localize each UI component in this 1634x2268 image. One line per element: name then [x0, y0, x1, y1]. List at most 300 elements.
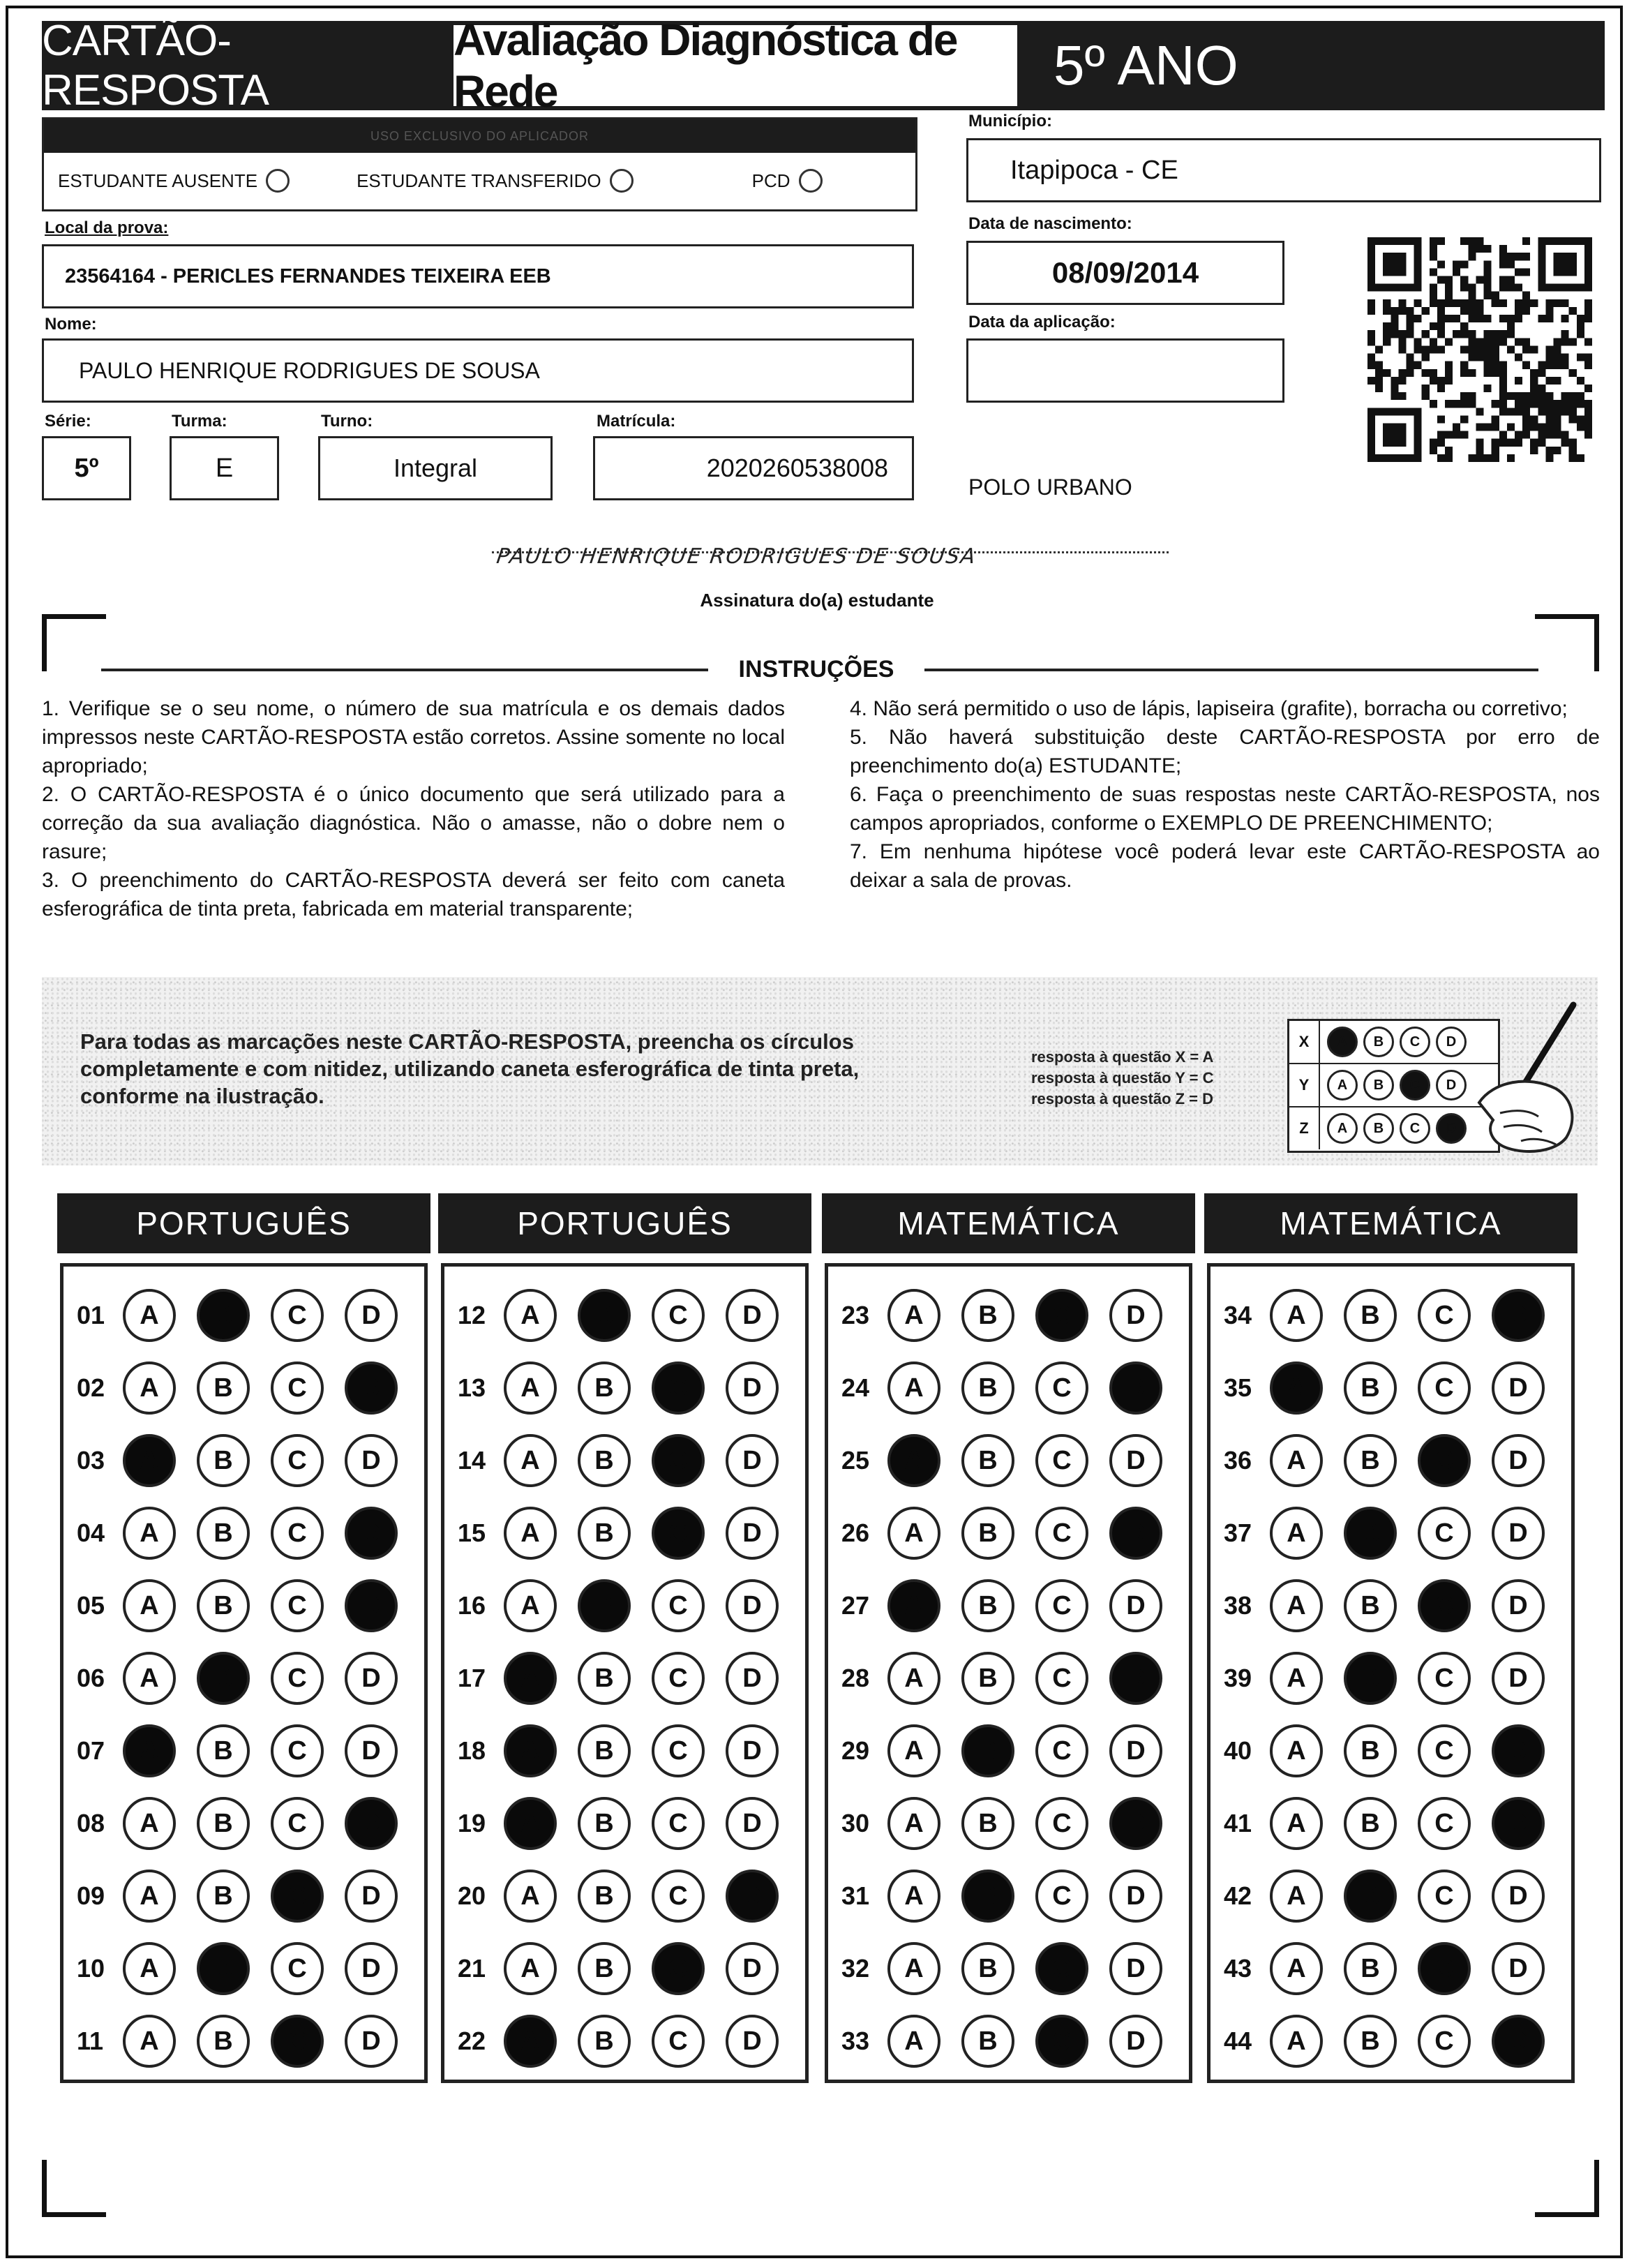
answer-bubble-a[interactable]: A	[504, 1507, 557, 1560]
absent-radio[interactable]	[266, 169, 290, 193]
answer-bubble-b[interactable]: B	[1344, 1652, 1397, 1705]
example-bubble: A	[1327, 1070, 1358, 1101]
answer-bubble-b[interactable]: B	[961, 1579, 1014, 1632]
answer-bubble-a[interactable]: A	[1270, 1361, 1323, 1415]
example-text: Para todas as marcações neste CARTÃO-RESPOSTA, preencha os círculos completamente e com nitidez, utilizando caneta esferográfica de tinta preta, conforme na ilustração.	[80, 1029, 860, 1108]
answer-bubble-b[interactable]: B	[1344, 1289, 1397, 1342]
answer-bubble-b[interactable]: B	[197, 1434, 250, 1487]
example-bubble: C	[1400, 1113, 1430, 1144]
question-number: 19	[458, 1809, 486, 1837]
answer-bubble-c[interactable]: C	[1418, 1652, 1471, 1705]
answer-bubble-d[interactable]: D	[345, 1579, 398, 1632]
question-row	[458, 1357, 779, 1419]
question-number: 28	[841, 1664, 870, 1692]
pcd-label: PCD	[751, 170, 790, 191]
application-date-label: Data da aplicação:	[968, 313, 1116, 331]
question-row	[841, 1284, 1162, 1347]
answer-bubble-d[interactable]: D	[726, 1434, 779, 1487]
answer-bubble-b[interactable]: B	[578, 1507, 631, 1560]
example-row-label: Z	[1289, 1107, 1320, 1149]
answer-bubble-c[interactable]: C	[1035, 1942, 1088, 1995]
question-number: 32	[841, 1954, 870, 1983]
question-number: 12	[458, 1301, 486, 1329]
instructions-rule-left	[101, 669, 708, 671]
question-number: 15	[458, 1519, 486, 1547]
question-row	[1224, 1429, 1545, 1492]
serie-field	[42, 436, 131, 500]
answer-bubble-d[interactable]: D	[345, 1942, 398, 1995]
answer-bubble-a[interactable]: A	[1270, 1870, 1323, 1923]
bracket-br	[1535, 2160, 1599, 2217]
legend-y: resposta à questão Y = C	[1031, 1069, 1214, 1087]
example-bubble: B	[1363, 1070, 1394, 1101]
question-number: 05	[77, 1591, 105, 1620]
answer-bubble-d[interactable]: D	[1492, 1797, 1545, 1850]
example-bubble: D	[1436, 1070, 1467, 1101]
answer-bubble-d[interactable]: D	[345, 1870, 398, 1923]
answer-bubble-c[interactable]: C	[652, 1797, 705, 1850]
question-row	[841, 1719, 1162, 1782]
question-row	[841, 1429, 1162, 1492]
answer-bubble-a[interactable]: A	[1270, 2015, 1323, 2068]
answer-bubble-c[interactable]: C	[271, 1797, 324, 1850]
question-row	[1224, 1574, 1545, 1637]
legend-x: resposta à questão X = A	[1031, 1048, 1214, 1066]
question-row	[1224, 1792, 1545, 1855]
question-number: 38	[1224, 1591, 1252, 1620]
answer-bubble-a[interactable]: A	[887, 1652, 940, 1705]
answer-bubble-b[interactable]: B	[197, 2015, 250, 2068]
answer-bubble-a[interactable]: A	[887, 1434, 940, 1487]
card-title: CARTÃO-RESPOSTA	[42, 17, 269, 114]
answer-bubble-b[interactable]: B	[961, 1724, 1014, 1777]
answer-bubble-a[interactable]: A	[504, 1361, 557, 1415]
transferred-radio[interactable]	[610, 169, 634, 193]
answer-bubble-d[interactable]: D	[1492, 1579, 1545, 1632]
answer-bubble-a[interactable]: A	[504, 1724, 557, 1777]
answer-bubble-c[interactable]: C	[1035, 1652, 1088, 1705]
question-number: 25	[841, 1446, 870, 1475]
answer-bubble-a[interactable]: A	[887, 1797, 940, 1850]
name-value: PAULO HENRIQUE RODRIGUES DE SOUSA	[79, 357, 540, 383]
answer-bubble-b[interactable]: B	[578, 1289, 631, 1342]
turno-field	[318, 436, 553, 500]
answer-bubble-d[interactable]: D	[726, 1870, 779, 1923]
instruction-6: 6. Faça o preenchimento de suas respostas neste CARTÃO-RESPOSTA, nos campos apropriados, conforme o EXEMPLO DE PREENCHIMENTO;	[850, 783, 1600, 835]
question-number: 24	[841, 1373, 870, 1402]
local-label: Local da prova:	[45, 218, 169, 237]
question-number: 42	[1224, 1881, 1252, 1910]
answer-bubble-b[interactable]: B	[578, 1724, 631, 1777]
question-number: 34	[1224, 1301, 1252, 1329]
answer-bubble-a[interactable]: A	[123, 1942, 176, 1995]
answer-bubble-c[interactable]: C	[271, 1361, 324, 1415]
answer-bubble-a[interactable]: A	[504, 1870, 557, 1923]
answer-bubble-b[interactable]: B	[197, 1579, 250, 1632]
subject-header: PORTUGUÊS	[438, 1193, 811, 1253]
answer-bubble-b[interactable]: B	[961, 1434, 1014, 1487]
answer-bubble-b[interactable]: B	[197, 1289, 250, 1342]
answer-bubble-c[interactable]: C	[271, 1434, 324, 1487]
answer-bubble-c[interactable]: C	[1035, 1724, 1088, 1777]
answer-bubble-b[interactable]: B	[578, 1942, 631, 1995]
question-row	[458, 1284, 779, 1347]
answer-bubble-a[interactable]: A	[1270, 1579, 1323, 1632]
answer-bubble-b[interactable]: B	[1344, 1434, 1397, 1487]
question-number: 10	[77, 1954, 105, 1983]
municipio-field	[966, 138, 1601, 202]
answer-bubble-c[interactable]: C	[652, 1434, 705, 1487]
answer-bubble-c[interactable]: C	[1418, 1797, 1471, 1850]
answer-bubble-b[interactable]: B	[578, 1579, 631, 1632]
answer-bubble-a[interactable]: A	[123, 2015, 176, 2068]
question-row	[841, 1502, 1162, 1565]
question-number: 03	[77, 1446, 105, 1475]
answer-bubble-c[interactable]: C	[1035, 1797, 1088, 1850]
answer-bubble-b[interactable]: B	[1344, 1724, 1397, 1777]
answer-bubble-d[interactable]: D	[1109, 1870, 1162, 1923]
answer-bubble-b[interactable]: B	[961, 1361, 1014, 1415]
answer-bubble-b[interactable]: B	[197, 1361, 250, 1415]
answer-bubble-d[interactable]: D	[345, 2015, 398, 2068]
answer-bubble-c[interactable]: C	[271, 1724, 324, 1777]
question-row	[458, 1574, 779, 1637]
question-row	[841, 1574, 1162, 1637]
answer-bubble-c[interactable]: C	[1418, 2015, 1471, 2068]
question-number: 20	[458, 1881, 486, 1910]
subject-header: MATEMÁTICA	[822, 1193, 1195, 1253]
answer-bubble-d[interactable]: D	[345, 1361, 398, 1415]
answer-bubble-b[interactable]: B	[1344, 1942, 1397, 1995]
answer-bubble-a[interactable]: A	[504, 1942, 557, 1995]
answer-bubble-c[interactable]: C	[1035, 1289, 1088, 1342]
instruction-4: 4. Não será permitido o uso de lápis, lapiseira (grafite), borracha ou corretivo;	[850, 697, 1568, 720]
example-row-label: X	[1289, 1021, 1320, 1063]
answer-bubble-a[interactable]: A	[504, 2015, 557, 2068]
answer-bubble-b[interactable]: B	[578, 1361, 631, 1415]
answer-bubble-a[interactable]: A	[887, 1724, 940, 1777]
question-number: 30	[841, 1809, 870, 1837]
answer-bubble-a[interactable]: A	[123, 1724, 176, 1777]
name-field	[42, 338, 914, 403]
answer-bubble-d[interactable]: D	[1492, 1724, 1545, 1777]
answer-bubble-d[interactable]: D	[726, 1652, 779, 1705]
birth-label: Data de nascimento:	[968, 214, 1132, 233]
bracket-bl	[42, 2160, 106, 2217]
answer-bubble-b[interactable]: B	[197, 1870, 250, 1923]
question-number: 33	[841, 2027, 870, 2055]
answer-bubble-c[interactable]: C	[1418, 1579, 1471, 1632]
answer-bubble-d[interactable]: D	[1492, 1507, 1545, 1560]
question-row	[1224, 2010, 1545, 2073]
answer-bubble-c[interactable]: C	[1418, 1361, 1471, 1415]
answer-bubble-b[interactable]: B	[1344, 2015, 1397, 2068]
answer-bubble-b[interactable]: B	[961, 1870, 1014, 1923]
matricula-field	[593, 436, 914, 500]
answer-bubble-b[interactable]: B	[197, 1652, 250, 1705]
example-bubble: D	[1436, 1113, 1467, 1144]
question-number: 35	[1224, 1373, 1252, 1402]
answer-bubble-c[interactable]: C	[1418, 1289, 1471, 1342]
card-subtitle: Avaliação Diagnóstica de Rede	[454, 25, 1017, 106]
answer-bubble-d[interactable]: D	[1492, 1289, 1545, 1342]
polo-label: POLO URBANO	[968, 475, 1132, 500]
answer-bubble-d[interactable]: D	[1109, 1579, 1162, 1632]
question-row	[458, 1429, 779, 1492]
example-bubble: B	[1363, 1027, 1394, 1057]
question-row	[77, 2010, 398, 2073]
answer-bubble-b[interactable]: B	[197, 1507, 250, 1560]
question-number: 13	[458, 1373, 486, 1402]
question-row	[458, 1719, 779, 1782]
question-row	[841, 1647, 1162, 1710]
answer-bubble-d[interactable]: D	[345, 1434, 398, 1487]
answer-bubble-a[interactable]: A	[887, 1942, 940, 1995]
answer-bubble-d[interactable]: D	[726, 1942, 779, 1995]
answer-bubble-d[interactable]: D	[1109, 2015, 1162, 2068]
question-number: 09	[77, 1881, 105, 1910]
answer-bubble-a[interactable]: A	[123, 1579, 176, 1632]
answer-bubble-a[interactable]: A	[504, 1652, 557, 1705]
answer-bubble-d[interactable]: D	[1109, 1289, 1162, 1342]
question-number: 02	[77, 1373, 105, 1402]
answer-bubble-d[interactable]: D	[1492, 1434, 1545, 1487]
answer-bubble-d[interactable]: D	[345, 1507, 398, 1560]
turno-label: Turno:	[321, 412, 373, 431]
answer-bubble-a[interactable]: A	[887, 1870, 940, 1923]
answer-bubble-c[interactable]: C	[271, 1942, 324, 1995]
answer-bubble-b[interactable]: B	[1344, 1870, 1397, 1923]
municipio-value: Itapipoca - CE	[1010, 155, 1178, 185]
answer-bubble-c[interactable]: C	[1035, 1579, 1088, 1632]
answer-bubble-b[interactable]: B	[1344, 1507, 1397, 1560]
answer-bubble-b[interactable]: B	[578, 1797, 631, 1850]
turma-field	[170, 436, 279, 500]
answer-bubble-a[interactable]: A	[1270, 1942, 1323, 1995]
answer-bubble-b[interactable]: B	[578, 1870, 631, 1923]
serie-label: Série:	[45, 412, 91, 431]
answer-bubble-a[interactable]: A	[123, 1797, 176, 1850]
birth-field	[966, 241, 1284, 305]
answer-bubble-c[interactable]: C	[652, 1361, 705, 1415]
answer-bubble-c[interactable]: C	[271, 1579, 324, 1632]
answer-bubble-d[interactable]: D	[1492, 1870, 1545, 1923]
answer-bubble-c[interactable]: C	[652, 1942, 705, 1995]
answer-bubble-d[interactable]: D	[1109, 1361, 1162, 1415]
answer-bubble-a[interactable]: A	[123, 1652, 176, 1705]
answer-bubble-d[interactable]: D	[1109, 1652, 1162, 1705]
question-row	[1224, 1937, 1545, 2000]
answer-bubble-d[interactable]: D	[1109, 1797, 1162, 1850]
name-label: Nome:	[45, 315, 97, 334]
answer-bubble-b[interactable]: B	[578, 1652, 631, 1705]
answer-bubble-a[interactable]: A	[887, 1361, 940, 1415]
answer-bubble-a[interactable]: A	[123, 1870, 176, 1923]
question-row	[458, 1502, 779, 1565]
answer-bubble-c[interactable]: C	[271, 2015, 324, 2068]
answer-bubble-c[interactable]: C	[1418, 1507, 1471, 1560]
answer-bubble-a[interactable]: A	[123, 1507, 176, 1560]
answer-bubble-c[interactable]: C	[1418, 1434, 1471, 1487]
answer-bubble-a[interactable]: A	[887, 2015, 940, 2068]
answer-bubble-d[interactable]: D	[1109, 1507, 1162, 1560]
question-number: 04	[77, 1519, 105, 1547]
answer-bubble-c[interactable]: C	[652, 2015, 705, 2068]
answer-bubble-d[interactable]: D	[1492, 1942, 1545, 1995]
question-row	[1224, 1647, 1545, 1710]
answer-bubble-d[interactable]: D	[345, 1724, 398, 1777]
answer-bubble-d[interactable]: D	[345, 1797, 398, 1850]
subject-header: PORTUGUÊS	[57, 1193, 430, 1253]
answer-bubble-c[interactable]: C	[1035, 1870, 1088, 1923]
answer-bubble-c[interactable]: C	[271, 1289, 324, 1342]
answer-bubble-d[interactable]: D	[726, 1797, 779, 1850]
turno-value: Integral	[393, 454, 478, 482]
answer-bubble-c[interactable]: C	[271, 1870, 324, 1923]
answer-bubble-a[interactable]: A	[123, 1434, 176, 1487]
answer-bubble-b[interactable]: B	[578, 2015, 631, 2068]
answer-bubble-c[interactable]: C	[652, 1870, 705, 1923]
question-number: 08	[77, 1809, 105, 1837]
question-row	[77, 1574, 398, 1637]
answer-bubble-c[interactable]: C	[652, 1652, 705, 1705]
answer-bubble-d[interactable]: D	[726, 2015, 779, 2068]
answer-bubble-a[interactable]: A	[504, 1289, 557, 1342]
local-value: 23564164 - PERICLES FERNANDES TEIXEIRA EEB	[65, 264, 551, 288]
question-row	[77, 1647, 398, 1710]
answer-bubble-c[interactable]: C	[1035, 1507, 1088, 1560]
answer-bubble-c[interactable]: C	[652, 1724, 705, 1777]
question-row	[458, 2010, 779, 2073]
matricula-label: Matrícula:	[597, 412, 676, 431]
question-number: 16	[458, 1591, 486, 1620]
answer-bubble-b[interactable]: B	[961, 1652, 1014, 1705]
instructions-rule-right	[924, 669, 1538, 671]
answer-bubble-a[interactable]: A	[1270, 1797, 1323, 1850]
question-number: 43	[1224, 1954, 1252, 1983]
bracket-tr	[1535, 614, 1599, 671]
answer-bubble-a[interactable]: A	[1270, 1289, 1323, 1342]
question-row	[77, 1937, 398, 2000]
answer-bubble-a[interactable]: A	[504, 1797, 557, 1850]
answer-bubble-c[interactable]: C	[652, 1507, 705, 1560]
answer-bubble-c[interactable]: C	[1418, 1942, 1471, 1995]
answer-bubble-a[interactable]: A	[1270, 1652, 1323, 1705]
answer-bubble-d[interactable]: D	[1109, 1434, 1162, 1487]
answer-bubble-c[interactable]: C	[652, 1579, 705, 1632]
answer-bubble-d[interactable]: D	[1109, 1942, 1162, 1995]
answer-bubble-d[interactable]: D	[1109, 1724, 1162, 1777]
answer-bubble-d[interactable]: D	[726, 1579, 779, 1632]
answer-bubble-b[interactable]: B	[197, 1797, 250, 1850]
instructions-title: INSTRUÇÕES	[738, 656, 894, 682]
answer-bubble-b[interactable]: B	[961, 1507, 1014, 1560]
answer-bubble-b[interactable]: B	[1344, 1361, 1397, 1415]
answer-bubble-c[interactable]: C	[1035, 1361, 1088, 1415]
pcd-radio[interactable]	[799, 169, 823, 193]
instruction-7: 7. Em nenhuma hipótese você poderá levar este CARTÃO-RESPOSTA ao deixar a sala de provas.	[850, 840, 1600, 892]
answer-bubble-b[interactable]: B	[578, 1434, 631, 1487]
question-number: 01	[77, 1301, 105, 1329]
answer-bubble-c[interactable]: C	[1418, 1724, 1471, 1777]
question-row	[77, 1429, 398, 1492]
answer-bubble-d[interactable]: D	[726, 1361, 779, 1415]
question-row	[458, 1865, 779, 1927]
instruction-2: 2. O CARTÃO-RESPOSTA é o único documento que será utilizado para a correção da sua avaliação diagnóstica. Não o amasse, não o dobre nem o rasure;	[42, 783, 785, 863]
answer-bubble-a[interactable]: A	[1270, 1507, 1323, 1560]
question-number: 07	[77, 1736, 105, 1765]
answer-bubble-b[interactable]: B	[197, 1724, 250, 1777]
question-number: 40	[1224, 1736, 1252, 1765]
answer-bubble-b[interactable]: B	[197, 1942, 250, 1995]
question-number: 22	[458, 2027, 486, 2055]
answer-bubble-a[interactable]: A	[1270, 1434, 1323, 1487]
turma-value: E	[215, 453, 234, 483]
question-number: 23	[841, 1301, 870, 1329]
answer-bubble-c[interactable]: C	[1035, 1434, 1088, 1487]
answer-bubble-b[interactable]: B	[1344, 1797, 1397, 1850]
question-number: 17	[458, 1664, 486, 1692]
answer-bubble-c[interactable]: C	[271, 1507, 324, 1560]
instructions-right	[850, 694, 1600, 895]
instructions-left	[42, 694, 785, 923]
example-bubble: D	[1436, 1027, 1467, 1057]
answer-bubble-b[interactable]: B	[961, 1289, 1014, 1342]
answer-bubble-d[interactable]: D	[1492, 2015, 1545, 2068]
question-number: 29	[841, 1736, 870, 1765]
answer-bubble-a[interactable]: A	[504, 1579, 557, 1632]
answer-bubble-c[interactable]: C	[1035, 2015, 1088, 2068]
application-date-field[interactable]	[966, 338, 1284, 403]
birth-value: 08/09/2014	[1051, 256, 1199, 289]
answer-bubble-c[interactable]: C	[1418, 1870, 1471, 1923]
answer-bubble-d[interactable]: D	[1492, 1652, 1545, 1705]
answer-bubble-b[interactable]: B	[1344, 1579, 1397, 1632]
answer-bubble-b[interactable]: B	[961, 2015, 1014, 2068]
qr-code-icon	[1367, 237, 1592, 462]
answer-bubble-d[interactable]: D	[345, 1652, 398, 1705]
example-bubble: B	[1363, 1113, 1394, 1144]
answer-bubble-a[interactable]: A	[123, 1289, 176, 1342]
example-legend	[1031, 1047, 1213, 1110]
question-row	[77, 1719, 398, 1782]
hand-pen-icon	[1451, 998, 1591, 1158]
grade-year: 5º ANO	[1054, 34, 1238, 96]
instruction-3: 3. O preenchimento do CARTÃO-RESPOSTA deverá ser feito com caneta esferográfica de tinta preta, fabricada em material transparente;	[42, 869, 785, 920]
question-row	[841, 1792, 1162, 1855]
answer-bubble-a[interactable]: A	[887, 1507, 940, 1560]
question-row	[77, 1357, 398, 1419]
answer-bubble-d[interactable]: D	[726, 1724, 779, 1777]
question-number: 14	[458, 1446, 486, 1475]
answer-bubble-b[interactable]: B	[961, 1797, 1014, 1850]
answer-bubble-c[interactable]: C	[652, 1289, 705, 1342]
answer-bubble-d[interactable]: D	[1492, 1361, 1545, 1415]
answer-bubble-d[interactable]: D	[726, 1289, 779, 1342]
answer-bubble-a[interactable]: A	[1270, 1724, 1323, 1777]
answer-bubble-d[interactable]: D	[345, 1289, 398, 1342]
answer-bubble-a[interactable]: A	[887, 1289, 940, 1342]
answer-bubble-a[interactable]: A	[887, 1579, 940, 1632]
question-row	[841, 1357, 1162, 1419]
answer-bubble-c[interactable]: C	[271, 1652, 324, 1705]
question-number: 26	[841, 1519, 870, 1547]
answer-bubble-b[interactable]: B	[961, 1942, 1014, 1995]
question-row	[77, 1865, 398, 1927]
answer-bubble-a[interactable]: A	[123, 1361, 176, 1415]
answer-bubble-a[interactable]: A	[504, 1434, 557, 1487]
answer-bubble-d[interactable]: D	[726, 1507, 779, 1560]
